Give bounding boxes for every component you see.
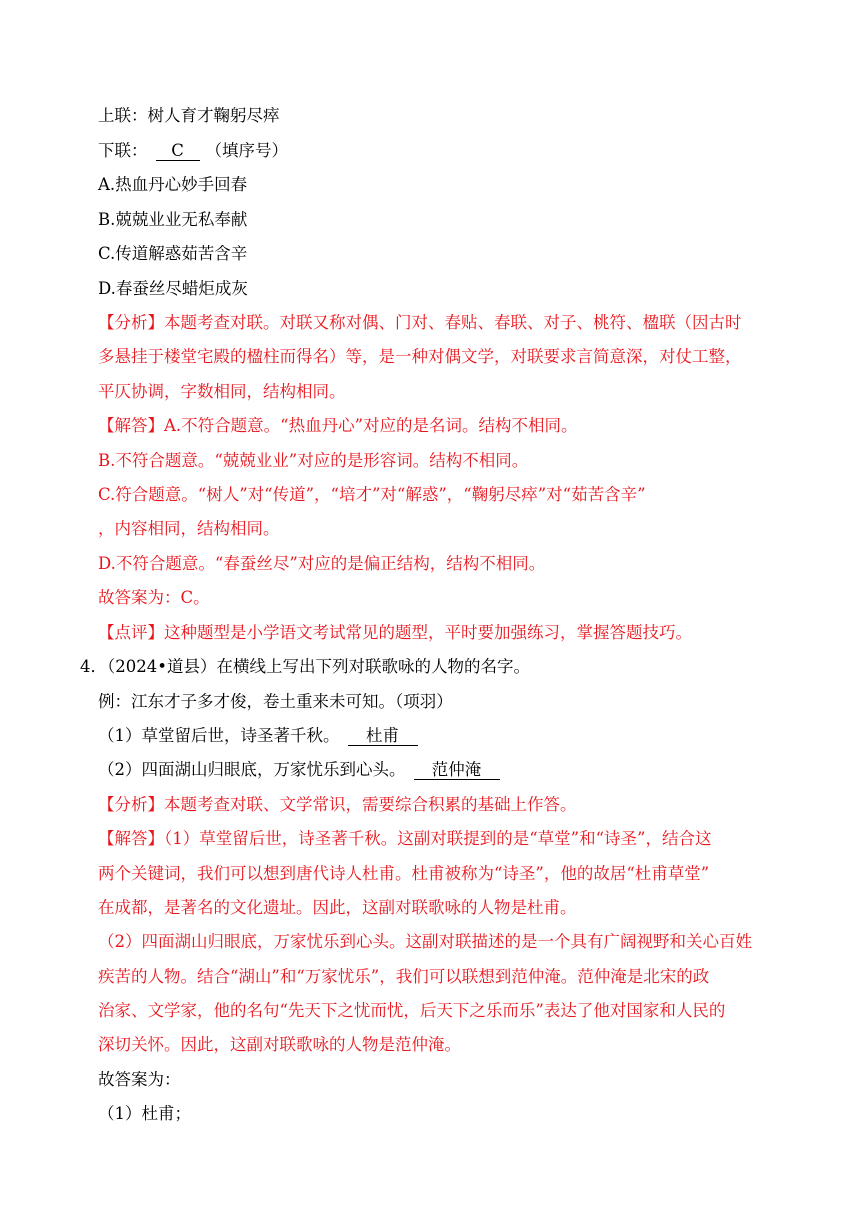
q4-analysis-tag: 【分析】 <box>98 795 164 814</box>
option-a: A.热血丹心妙手回春 <box>98 175 248 194</box>
question-4-text: （2024•道县）在横线上写出下列对联歌咏的人物的名字。 <box>107 657 530 676</box>
q4-answer-line-4: （2）四面湖山归眼底，万家忧乐到心头。这副对联描述的是一个具有广阔视野和关心百姓 <box>98 932 752 951</box>
q4-answer-line-5: 疾苦的人物。结合“湖山”和“万家忧乐”，我们可以联想到范仲淹。范仲淹是北宋的政 <box>98 967 710 986</box>
comment-tag: 【点评】 <box>98 623 164 642</box>
q4-answer-text-1: （1）草堂留后世，诗圣著千秋。这副对联提到的是“草堂”和“诗圣”，结合这 <box>164 829 712 848</box>
analysis-line-2: 多悬挂于楼堂宅殿的楹柱而得名）等，是一种对偶文学，对联要求言简意深，对仗工整， <box>98 347 742 366</box>
q4-answer-tag: 【解答】 <box>98 829 164 848</box>
comment-text: 这种题型是小学语文考试常见的题型，平时要加强练习，掌握答题技巧。 <box>164 623 692 642</box>
comment-line <box>98 623 692 643</box>
answer-line-c: C.符合题意。“树人”对“传道”，“培才”对“解惑”，“鞠躬尽瘁”对“茹苦含辛” <box>98 485 646 504</box>
answer-tag: 【解答】 <box>98 416 164 435</box>
final-answer-line: 故答案为：C。 <box>98 588 210 607</box>
question-4-item-1 <box>98 726 418 746</box>
q4-answer-line-2: 两个关键词，我们可以想到唐代诗人杜甫。杜甫被称为“诗圣”，他的故居“杜甫草堂” <box>98 864 710 883</box>
question-4-stem <box>80 657 530 677</box>
option-c: C.传道解惑茹苦含辛 <box>98 244 248 263</box>
item-2-answer-blank: 范仲淹 <box>414 761 500 780</box>
analysis-tag: 【分析】 <box>98 313 164 332</box>
answer-line-b: B.不符合题意。“兢兢业业”对应的是形容词。结构不相同。 <box>98 451 529 470</box>
answer-line-c-cont: ，内容相同，结构相同。 <box>98 519 280 538</box>
q4-final-answer-1: （1）杜甫； <box>98 1104 191 1123</box>
lower-couplet-hint: （填序号） <box>205 141 288 160</box>
q4-answer-line-1 <box>98 829 712 849</box>
answer-text-a: A.不符合题意。“热血丹心”对应的是名词。结构不相同。 <box>164 416 578 435</box>
q4-analysis-line <box>98 795 577 815</box>
lower-couplet-line <box>98 141 288 161</box>
analysis-line-1 <box>98 313 742 333</box>
question-4-example: 例：江东才子多才俊，卷土重来未可知。（项羽） <box>98 692 453 711</box>
upper-couplet-label: 上联： <box>98 106 148 125</box>
item-1-text: （1）草堂留后世，诗圣著千秋。 <box>98 726 340 745</box>
option-d: D.春蚕丝尽蜡炬成灰 <box>98 279 248 298</box>
answer-line-d: D.不符合题意。“春蚕丝尽”对应的是偏正结构，结构不相同。 <box>98 554 546 573</box>
answer-line-a <box>98 416 578 436</box>
question-4-number: 4． <box>80 657 107 676</box>
upper-couplet-text: 树人育才鞠躬尽瘁 <box>147 106 280 125</box>
q4-answer-line-3: 在成都，是著名的文化遗址。因此，这副对联歌咏的人物是杜甫。 <box>98 898 577 917</box>
item-1-answer-blank: 杜甫 <box>348 727 418 746</box>
q4-answer-line-7: 深切关怀。因此，这副对联歌咏的人物是范仲淹。 <box>98 1035 461 1054</box>
analysis-text-1: 本题考查对联。对联又称对偶、门对、春贴、春联、对子、桃符、楹联（因古时 <box>164 313 742 332</box>
analysis-line-3: 平仄协调，字数相同，结构相同。 <box>98 382 346 401</box>
lower-couplet-answer-blank: C <box>156 142 200 161</box>
upper-couplet-line <box>98 106 280 126</box>
question-4-item-2 <box>98 760 500 780</box>
lower-couplet-label: 下联： <box>98 141 148 160</box>
q4-final-answer-label: 故答案为： <box>98 1070 181 1089</box>
q4-analysis-text: 本题考查对联、文学常识，需要综合积累的基础上作答。 <box>164 795 577 814</box>
q4-answer-line-6: 治家、文学家，他的名句“先天下之忧而忧，后天下之乐而乐”表达了他对国家和人民的 <box>98 1001 726 1020</box>
option-b: B.兢兢业业无私奉献 <box>98 210 248 229</box>
item-2-text: （2）四面湖山归眼底，万家忧乐到心头。 <box>98 760 406 779</box>
